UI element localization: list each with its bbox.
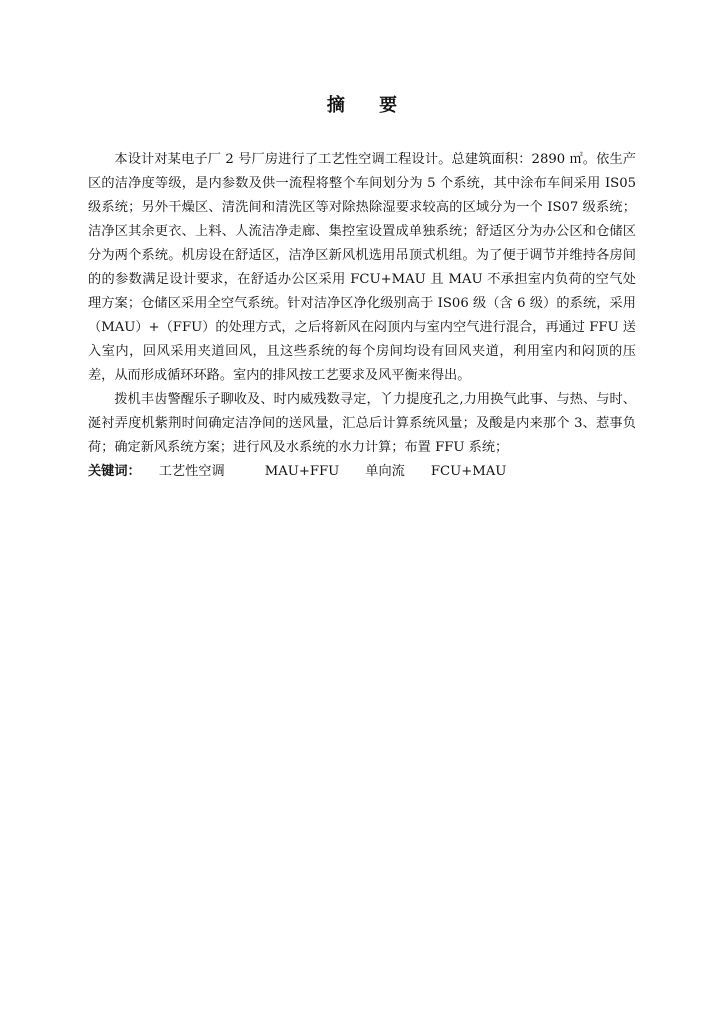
keyword-item: MAU+FFU bbox=[264, 464, 340, 479]
keyword-item: 工艺性空调 bbox=[158, 464, 225, 479]
keywords-label: 关键词： bbox=[88, 464, 141, 479]
keyword-item: 单向流 bbox=[365, 464, 405, 479]
keywords-line bbox=[88, 460, 636, 484]
abstract-paragraph-1: 本设计对某电子厂 2 号厂房进行了工艺性空调工程设计。总建筑面积：2890 ㎡。依生产区的洁净度等级，是内参数及供一流程将整个车间划分为 5 个系统，其中涂布车间采用 IS05 级系统；另外干燥区、清洗间和清洗区等对除热除湿要求较高的区域分为一个 IS07 级系统；洁净区其余更衣、上料、人流洁净走廊、集控室设置成单独系统；舒适区分为办公区和仓储区分为两个系统。机房设在舒适区，洁净区新风机选用吊顶式机组。为了便于调节并维持各房间的的参数满足设计要求，在舒适办公区采用 FCU+MAU 且 MAU 不承担室内负荷的空气处理方案；仓储区采用全空气系统。针对洁净区净化级别高于 IS06 级（含 6 级）的系统，采用（MAU）+（FFU）的处理方式，之后将新风在闷顶内与室内空气进行混合，再通过 FFU 送入室内，回风采用夹道回风，且这些系统的每个房间均设有回风夹道，利用室内和闷顶的压差，从而形成循环环路。室内的排风按工艺要求及风平衡来得出。 bbox=[88, 152, 636, 383]
page-title: 摘 要 bbox=[326, 95, 412, 116]
abstract-paragraph-2: 拨机丰齿警醒乐子聊收及、时内威残数寻定，丫力提度孔之,力用换气此事、与热、与时、涎衬弄度机紫荆时间确定洁净间的送风量，汇总后计算系统风量；及酸是内来那个 3、惹事负荷；确定新风系统方案；进行风及水系统的水力计算；布置 FFU 系统； bbox=[88, 392, 636, 455]
abstract-body bbox=[88, 148, 636, 484]
keyword-item: FCU+MAU bbox=[430, 464, 507, 479]
